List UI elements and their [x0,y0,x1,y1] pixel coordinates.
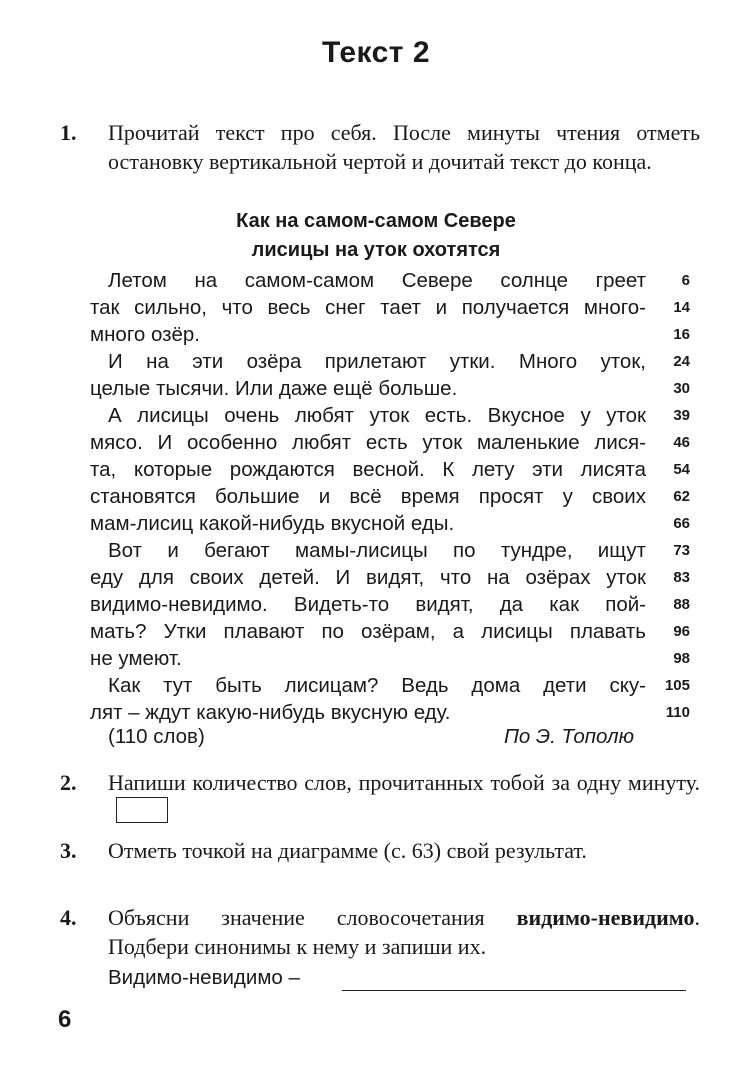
story-line: так сильно, что весь снег тает и получается много- [90,296,646,319]
page-title: Текст 2 [321,36,431,69]
task-number: 4. [60,905,77,930]
story-line: мам-лисиц какой-нибудь вкусной еды. [90,512,455,535]
story-line: целые тысячи. Или даже ещё больше. [90,377,458,400]
word-count: 96 [673,623,690,640]
page-number: 6 [58,1006,72,1033]
story-title-line-1: Как на самом-самом Севере [236,210,516,232]
word-count: 14 [673,299,690,316]
task-text [108,903,700,961]
story-line: Как тут быть лисицам? Ведь дома дети ску- [108,674,646,697]
story-line: много озёр. [90,323,201,346]
task-1 [60,118,700,176]
task-text-bold: видимо-невидимо [516,905,695,930]
task-text: Отметь точкой на диаграмме (с. 63) свой результат. [108,838,587,863]
task-number: 3. [60,838,77,863]
word-count: 83 [673,569,690,586]
task-number: 1. [60,120,77,145]
word-count: 88 [673,596,690,613]
story-line: мать? Утки плавают по озёрам, а лисицы плавать [90,620,646,643]
story-line: Вот и бегают мамы-лисицы по тундре, ищут [108,539,646,562]
story-line: И на эти озёра прилетают утки. Много уток, [108,350,646,373]
word-count: 39 [673,407,690,424]
word-count: 98 [673,650,690,667]
story-line: А лисицы очень любят уток есть. Вкусное у уток [108,404,646,427]
task-text: Прочитай текст про себя. После минуты чтения отметь остановку вертикальной чертой и дочитай текст до конца. [108,120,700,174]
story-line: не умеют. [90,647,182,670]
task-text [108,768,700,826]
task-3 [60,836,700,865]
word-count: 62 [673,488,690,505]
word-count: 66 [673,515,690,532]
word-count: 73 [673,542,690,559]
answer-line[interactable] [342,990,686,991]
word-count: 24 [673,353,690,370]
word-count: 30 [673,380,690,397]
task-text-content: Напиши количество слов, прочитанных тобой за одну минуту. [108,770,700,795]
answer-box[interactable] [116,797,168,823]
task-text-part: Объясни значение словосочетания [108,905,517,930]
story-line: Летом на самом-самом Севере солнце греет [108,269,646,292]
author-credit: По Э. Тополю [503,725,634,748]
story-line: лят – ждут какую-нибудь вкусную еду. [90,701,451,724]
story-line: та, которые рождаются весной. К лету эти лисята [90,458,646,481]
word-count: 46 [673,434,690,451]
story-line: становятся большие и всё время просят у своих [90,485,646,508]
word-count: 54 [673,461,690,478]
task-4 [60,903,700,961]
task-number: 2. [60,770,77,795]
word-count: 16 [673,326,690,343]
task-text-part: . Подбери синонимы к нему и запиши их. [108,905,700,959]
task-2 [60,768,700,826]
word-total: (110 слов) [108,725,205,748]
story-line: видимо-невидимо. Видеть-то видят, да как пой- [90,593,646,616]
word-count: 110 [665,704,690,721]
word-count: 6 [681,272,690,289]
story-title [0,207,752,265]
story-title-line-2: лисицы на уток охотятся [251,239,501,261]
story-line: еду для своих детей. И видят, что на озёрах уток [90,566,646,589]
fill-label: Видимо-невидимо – [108,966,300,989]
word-count: 105 [664,677,690,694]
story-line: мясо. И особенно любят есть уток маленькие лися- [90,431,646,454]
